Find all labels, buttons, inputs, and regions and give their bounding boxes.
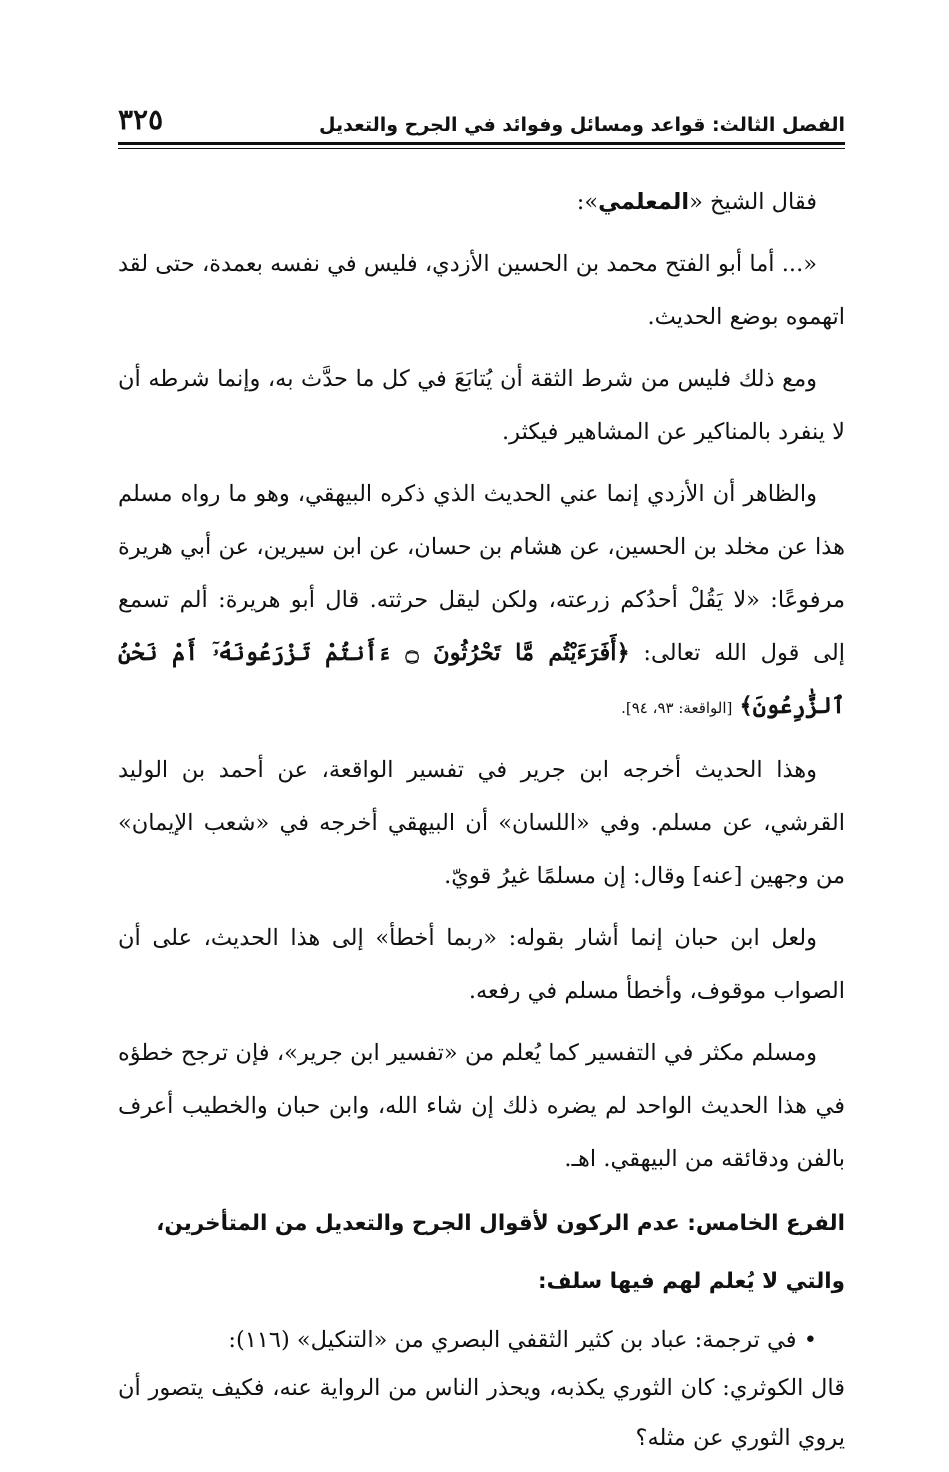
bullet-item: • في ترجمة: عباد بن كثير الثقفي البصري من «التنكيل» (١١٦): xyxy=(118,1317,845,1363)
paragraph-5: ولعل ابن حبان إنما أشار بقوله: «ربما أخطأ» إلى هذا الحديث، على أن الصواب موقوف، وأخطأ مسلم في رفعه. xyxy=(118,925,845,1004)
intro-after: »: xyxy=(576,189,599,215)
paragraph-1: «... أما أبو الفتح محمد بن الحسين الأزدي، فليس في نفسه بعمدة، حتى لقد اتهموه بوضع الحديث. xyxy=(118,251,845,330)
paragraph-3 xyxy=(118,468,845,735)
shaikh-name: المعلمي xyxy=(598,189,690,215)
header-rule xyxy=(118,142,845,149)
intro-line xyxy=(118,176,845,229)
page-header xyxy=(118,92,845,136)
intro-before: فقال الشيخ « xyxy=(689,189,817,215)
paragraph-6: ومسلم مكثر في التفسير كما يُعلم من «تفسير ابن جرير»، فإن ترجح خطؤه في هذا الحديث الواحد لم يضره ذلك إن شاء الله، وابن حبان والخطيب أعرف بالفن ودقائقه من البيهقي. اهـ. xyxy=(118,1040,845,1172)
paragraph-3-text: والظاهر أن الأزدي إنما عني الحديث الذي ذكره البيهقي، وهو ما رواه مسلم هذا عن مخلد بن الحسين، عن هشام بن حسان، عن ابن سيرين، عن أبي هريرة مرفوعًا: «لا يَقُلْ أحدُكم زرعته، ولكن ليقل حرثته. قال أبو هريرة: ألم تسمع إلى قول الله تعالى: xyxy=(118,481,845,666)
paragraph-4: وهذا الحديث أخرجه ابن جرير في تفسير الواقعة، عن أحمد بن الوليد القرشي، عن مسلم. وفي «اللسان» أن البيهقي أخرجه في «شعب الإيمان» من وجهين [عنه] وقال: إن مسلمًا غيرُ قويّ. xyxy=(118,757,845,889)
section-heading: الفرع الخامس: عدم الركون لأقوال الجرح والتعديل من المتأخرين، والتي لا يُعلم لهم فيها سلف: xyxy=(156,1211,845,1294)
paragraph-7: قال الكوثري: كان الثوري يكذبه، ويحذر الناس من الرواية عنه، فكيف يتصور أن يروي الثوري عن مثله؟ xyxy=(118,1375,845,1451)
quran-verse: ﴿أَفَرَءَيْتُم مَّا تَحْرُثُونَ ۝ ءَأَنتُمْ تَزْرَعُونَهُۥٓ أَمْ نَحْنُ ٱلزَّٰرِعُونَ﴾ xyxy=(118,640,845,719)
page-body xyxy=(118,176,845,1472)
page-number: ٣٢٥ xyxy=(118,103,164,136)
verse-reference: [الواقعة: ٩٣، ٩٤]. xyxy=(621,699,733,717)
paragraph-2: ومع ذلك فليس من شرط الثقة أن يُتابَعَ في كل ما حدَّث به، وإنما شرطه أن لا ينفرد بالمناكير عن المشاهير فيكثر. xyxy=(118,366,845,445)
running-title: الفصل الثالث: قواعد ومسائل وفوائد في الجرح والتعديل xyxy=(319,114,845,136)
